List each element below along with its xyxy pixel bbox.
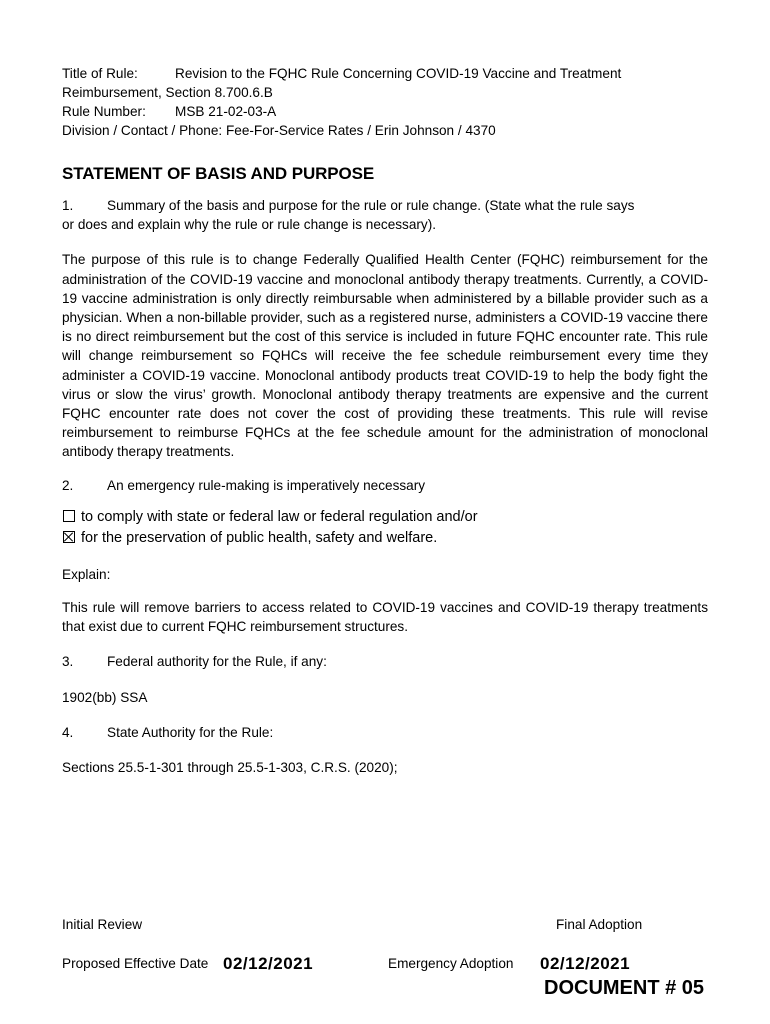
document-number: DOCUMENT # 05 [544,977,705,999]
section-3-prompt [62,652,708,671]
title-value: Revision to the FQHC Rule Concerning COVID-19 Vaccine and Treatment [175,66,622,81]
initial-review-label: Initial Review [62,917,143,932]
explain-text: This rule will remove barriers to access related to COVID-19 vaccines and COVID-19 therapy treatments that exist due to current FQHC reimbursement structures. [62,600,708,635]
section-4-prompt [62,723,708,742]
emergency-adoption-label: Emergency Adoption [388,956,514,971]
document-page [62,64,708,777]
section-heading: STATEMENT OF BASIS AND PURPOSE [62,164,375,183]
proposed-effective-date-value: 02/12/2021 [223,954,314,973]
final-adoption-label: Final Adoption [556,917,643,932]
checkbox-row-law[interactable] [62,507,708,528]
federal-authority-value: 1902(bb) SSA [62,689,148,705]
section-2-prompt-text: An emergency rule-making is imperatively necessary [107,477,426,493]
title-label: Title of Rule: [62,66,138,81]
checkbox-label-law: to comply with state or federal law or federal regulation and/or [81,508,478,525]
rule-number-value: MSB 21-02-03-A [175,104,277,119]
section-2-number: 2. [62,477,74,493]
checkbox-label-public-health: for the preservation of public health, safety and welfare. [81,529,438,546]
checkbox-checked-icon[interactable] [63,531,75,543]
section-1-number: 1. [62,198,74,213]
section-2-prompt [62,476,708,495]
proposed-effective-date-label: Proposed Effective Date [62,956,209,971]
checkbox-unchecked-icon[interactable] [63,510,75,522]
section-1-prompt-first: Summary of the basis and purpose for the rule or rule change. (State what the rule says [107,198,635,213]
rule-number-label: Rule Number: [62,104,146,119]
section-3-prompt-text: Federal authority for the Rule, if any: [107,654,327,670]
emergency-checkboxes [62,507,708,549]
state-authority-value: Sections 25.5-1-301 through 25.5-1-303, C.R.S. (2020); [62,760,398,776]
section-1-prompt [62,196,708,234]
title-value-continued: Reimbursement, Section 8.700.6.B [62,85,273,100]
section-3-number: 3. [62,654,74,670]
section-4-number: 4. [62,724,74,740]
section-1-prompt-rest: or does and explain why the rule or rule change is necessary). [62,217,437,233]
division-contact-line: Division / Contact / Phone: Fee-For-Service Rates / Erin Johnson / 4370 [62,123,496,138]
emergency-adoption-date-value: 02/12/2021 [540,954,631,973]
section-4-prompt-text: State Authority for the Rule: [107,724,274,740]
section-1-body: The purpose of this rule is to change Federally Qualified Health Center (FQHC) reimbursement for the administration of the COVID-19 vaccine and monoclonal antibody therapy treatments. Currently, a COVID-19 vaccine administration is only directly reimbursable when administered by a billable provider such as a physician. When a non-billable provider, such as a registered nurse, administers a COVID-19 vaccine there is no direct reimbursement but the cost of this service is included in future FQHC encounter rate. This rule will change reimbursement so FQHCs will receive the fee schedule reimbursement every time they administer a COVID-19 vaccine. Monoclonal antibody products treat COVID-19 to help the body fight the virus or slow the virus’ growth. Monoclonal antibody therapy treatments are expensive and the current FQHC encounter rate does not cover the cost of providing these treatments. This rule will revise reimbursement to reimburse FQHCs at the fee schedule amount for the administration of monoclonal antibody therapy treatments. [62,252,708,460]
checkbox-row-public-health[interactable] [62,528,708,549]
explain-label: Explain: [62,566,111,582]
rule-header [62,64,708,140]
